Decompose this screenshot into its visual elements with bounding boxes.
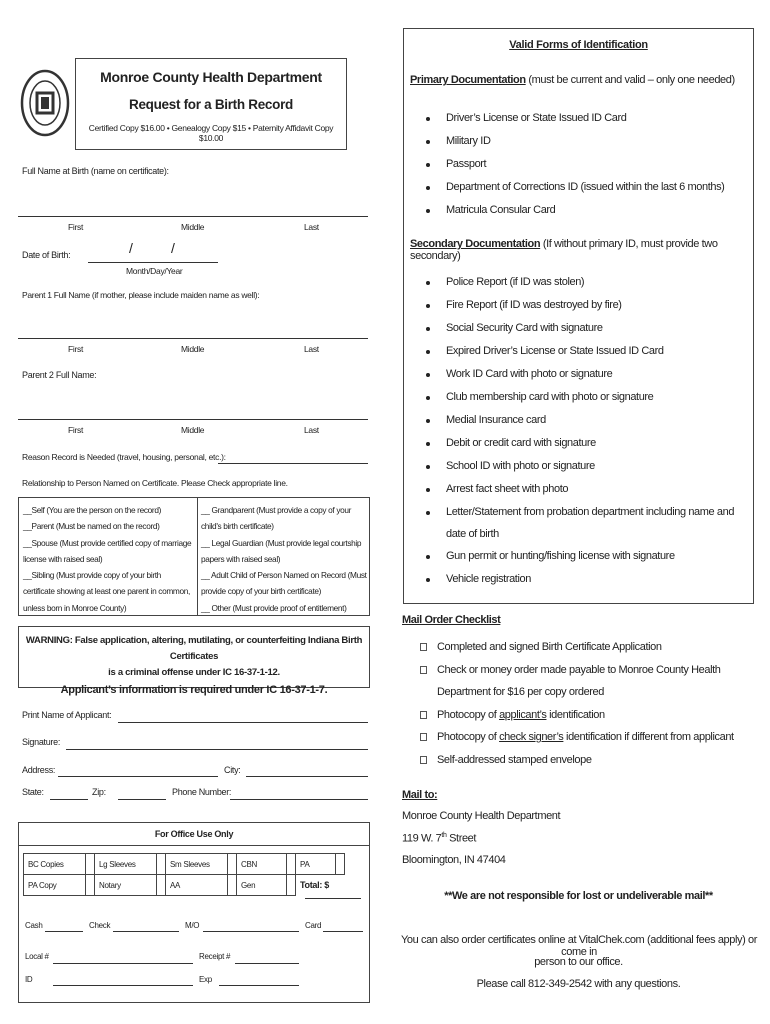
- option-grandparent-note: child's birth certificate): [201, 521, 274, 532]
- pa-copy-label: PA Copy: [24, 875, 86, 896]
- dob-slash-2: /: [171, 240, 175, 256]
- primary-heading: Primary Documentation (must be current and valid – only one needed): [410, 74, 735, 86]
- secondary-id-list: [426, 271, 746, 591]
- warning-text-3: Applicant’s information is required under IC 16-37-1-7.: [60, 684, 328, 696]
- cbn-label: CBN: [237, 854, 287, 875]
- option-sibling-note: certificate showing at least one parent in common,: [23, 586, 190, 597]
- address-field[interactable]: [58, 776, 218, 777]
- checkbox[interactable]: [420, 711, 427, 719]
- fee-schedule: Certified Copy $16.00 • Genealogy Copy $15 • Paternity Affidavit Copy $10.00: [88, 123, 334, 143]
- sm-sleeves-cell[interactable]: [228, 854, 237, 875]
- phone-field[interactable]: [230, 799, 368, 800]
- secondary-heading: Secondary Documentation (If without primary ID, must provide two secondary): [410, 238, 718, 262]
- parent1-first-label: First: [68, 344, 84, 354]
- online-order-text-2: person to our office.: [534, 956, 623, 968]
- checklist-item[interactable]: Check or money order made payable to Monroe County Health Department for $16 per copy ordered: [420, 659, 755, 704]
- total-field[interactable]: [305, 898, 361, 899]
- mail-address-line2: 119 W. 7th Street: [402, 832, 477, 845]
- parent2-last-label: Last: [304, 425, 319, 435]
- phone-label: Phone Number:: [172, 787, 232, 797]
- warning-box: [18, 626, 370, 696]
- list-item: Expired Driver’s License or State Issued ID Card: [426, 340, 746, 363]
- lg-sleeves-cell[interactable]: [157, 854, 166, 875]
- list-item: Club membership card with photo or signature: [426, 386, 746, 409]
- dob-slash-1: /: [129, 240, 133, 256]
- form-header: [75, 58, 347, 150]
- reason-label: Reason Record is Needed (travel, housing, personal, etc.):: [22, 452, 226, 462]
- parent2-middle-label: Middle: [181, 425, 205, 435]
- option-sibling[interactable]: __Sibling (Must provide copy of your birth: [23, 570, 161, 581]
- warning-text-2: is a criminal offense under IC 16-37-1-12.: [108, 667, 280, 678]
- print-name-field[interactable]: [118, 722, 368, 723]
- id-label: ID: [25, 975, 33, 984]
- mail-address-line1: Monroe County Health Department: [402, 810, 561, 822]
- print-name-label: Print Name of Applicant:: [22, 710, 112, 720]
- checkbox[interactable]: [420, 643, 427, 651]
- bc-copies-cell[interactable]: [86, 854, 95, 875]
- option-adult-child[interactable]: __ Adult Child of Person Named on Record (Must: [201, 570, 367, 581]
- checklist-title: Mail Order Checklist: [402, 614, 501, 626]
- pa-cell[interactable]: [336, 854, 345, 875]
- check-field[interactable]: [113, 931, 179, 932]
- total-label: Total: $: [300, 880, 329, 891]
- mail-address-line3: Bloomington, IN 47404: [402, 854, 506, 866]
- option-parent[interactable]: __Parent (Must be named on the record): [23, 521, 160, 532]
- check-label: Check: [89, 921, 111, 930]
- sm-sleeves-label: Sm Sleeves: [166, 854, 228, 875]
- notary-cell[interactable]: [157, 875, 166, 896]
- list-item: Debit or credit card with signature: [426, 432, 746, 455]
- dob-format-label: Month/Day/Year: [126, 266, 183, 276]
- county-seal-icon: [20, 68, 70, 138]
- option-sibling-note-2: unless born in Monroe County): [23, 602, 127, 613]
- cash-label: Cash: [25, 921, 43, 930]
- local-label: Local #: [25, 952, 49, 961]
- list-item: Social Security Card with signature: [426, 317, 746, 340]
- relationship-options: [18, 497, 370, 616]
- warning-text-1: WARNING: False application, altering, mutilating, or counterfeiting Indiana Birth Certificates: [25, 635, 363, 662]
- checklist-item[interactable]: Self-addressed stamped envelope: [420, 749, 755, 772]
- mail-order-checklist: [420, 636, 755, 771]
- list-item: Department of Corrections ID (issued within the last 6 months): [426, 176, 724, 199]
- relationship-left-column: [23, 502, 191, 616]
- relationship-right-column: [201, 502, 367, 616]
- parent1-field[interactable]: [18, 338, 368, 339]
- exp-label: Exp: [199, 975, 212, 984]
- address-label: Address:: [22, 765, 56, 775]
- receipt-field[interactable]: [235, 963, 299, 964]
- cash-field[interactable]: [45, 931, 83, 932]
- last-label: Last: [304, 222, 319, 232]
- pa-copy-cell[interactable]: [86, 875, 95, 896]
- primary-id-list: [426, 107, 724, 222]
- option-self[interactable]: __Self (You are the person on the record): [23, 505, 162, 515]
- dob-label: Date of Birth:: [22, 250, 71, 260]
- checklist-item[interactable]: Completed and signed Birth Certificate Application: [420, 636, 755, 659]
- online-order-text-1: You can also order certificates online at VitalChek.com (additional fees apply) or come in: [400, 934, 758, 958]
- dob-field[interactable]: [88, 262, 218, 263]
- parent2-field[interactable]: [18, 419, 368, 420]
- form-title: Request for a Birth Record: [129, 97, 293, 112]
- zip-field[interactable]: [118, 799, 166, 800]
- table-row: [24, 875, 345, 896]
- mo-field[interactable]: [203, 931, 299, 932]
- city-label: City:: [224, 765, 241, 775]
- signature-label: Signature:: [22, 737, 61, 747]
- table-row: [24, 854, 345, 875]
- list-item: Gun permit or hunting/fishing license with signature: [426, 545, 746, 568]
- list-item: Police Report (if ID was stolen): [426, 271, 746, 294]
- reason-field[interactable]: [218, 463, 368, 464]
- checkbox[interactable]: [420, 666, 427, 674]
- parent1-middle-label: Middle: [181, 344, 205, 354]
- city-field[interactable]: [246, 776, 368, 777]
- zip-label: Zip:: [92, 787, 106, 797]
- list-item: Military ID: [426, 130, 724, 153]
- valid-id-box: [403, 28, 754, 604]
- checkbox[interactable]: [420, 756, 427, 764]
- checklist-item[interactable]: Photocopy of applicant’s identification: [420, 704, 755, 727]
- aa-label: AA: [166, 875, 228, 896]
- lg-sleeves-label: Lg Sleeves: [95, 854, 157, 875]
- receipt-label: Receipt #: [199, 952, 231, 961]
- parent2-label: Parent 2 Full Name:: [22, 370, 97, 380]
- bc-copies-label: BC Copies: [24, 854, 86, 875]
- gen-label: Gen: [237, 875, 287, 896]
- exp-field[interactable]: [219, 985, 299, 986]
- gen-cell[interactable]: [287, 875, 296, 896]
- card-label: Card: [305, 921, 322, 930]
- office-use-title: For Office Use Only: [154, 829, 234, 839]
- local-field[interactable]: [53, 963, 193, 964]
- option-legal-guardian[interactable]: __ Legal Guardian (Must provide legal courtship: [201, 537, 362, 548]
- state-label: State:: [22, 787, 44, 797]
- id-field[interactable]: [53, 985, 193, 986]
- first-label: First: [68, 222, 84, 232]
- mail-to-title: Mail to:: [402, 789, 438, 801]
- state-field[interactable]: [50, 799, 88, 800]
- full-name-label: Full Name at Birth (name on certificate):: [22, 166, 169, 176]
- card-field[interactable]: [323, 931, 363, 932]
- full-name-field[interactable]: [18, 216, 368, 217]
- contact-phone-text: Please call 812-349-2542 with any questions.: [476, 978, 681, 990]
- list-item: Medial Insurance card: [426, 409, 746, 432]
- list-item: Fire Report (if ID was destroyed by fire): [426, 294, 746, 317]
- checkbox[interactable]: [420, 733, 427, 741]
- list-item: Matricula Consular Card: [426, 199, 724, 222]
- list-item: Passport: [426, 153, 724, 176]
- list-item: Work ID Card with photo or signature: [426, 363, 746, 386]
- list-item: Driver’s License or State Issued ID Card: [426, 107, 724, 130]
- parent1-last-label: Last: [304, 344, 319, 354]
- middle-label: Middle: [181, 222, 205, 232]
- list-item: School ID with photo or signature: [426, 455, 746, 478]
- option-grandparent[interactable]: __ Grandparent (Must provide a copy of your: [201, 505, 352, 515]
- parent1-label: Parent 1 Full Name (if mother, please include maiden name as well):: [22, 290, 260, 300]
- aa-cell[interactable]: [228, 875, 237, 896]
- pa-label: PA: [296, 854, 336, 875]
- option-legal-guardian-note: papers with raised seal): [201, 553, 281, 564]
- office-fee-table: [23, 853, 345, 896]
- option-other[interactable]: __ Other (Must provide proof of entitlement): [201, 602, 347, 613]
- office-use-box: [18, 822, 370, 1003]
- notary-label: Notary: [95, 875, 157, 896]
- option-spouse-note: license with raised seal): [23, 553, 103, 564]
- option-adult-child-note: provide copy of your birth certificate): [201, 586, 322, 597]
- list-item: Letter/Statement from probation department including name and date of birth: [426, 501, 746, 545]
- signature-field[interactable]: [66, 749, 368, 750]
- cbn-cell[interactable]: [287, 854, 296, 875]
- list-item: Arrest fact sheet with photo: [426, 478, 746, 501]
- relationship-label: Relationship to Person Named on Certificate. Please Check appropriate line.: [22, 478, 288, 488]
- valid-id-title: Valid Forms of Identification: [509, 39, 648, 51]
- list-item: Vehicle registration: [426, 568, 746, 591]
- mail-disclaimer: **We are not responsible for lost or undeliverable mail**: [444, 890, 713, 902]
- department-title: Monroe County Health Department: [100, 69, 322, 85]
- mo-label: M/O: [185, 921, 200, 930]
- parent2-first-label: First: [68, 425, 84, 435]
- checklist-item[interactable]: Photocopy of check signer’s identification if different from applicant: [420, 726, 755, 749]
- option-spouse[interactable]: __Spouse (Must provide certified copy of marriage: [23, 537, 192, 548]
